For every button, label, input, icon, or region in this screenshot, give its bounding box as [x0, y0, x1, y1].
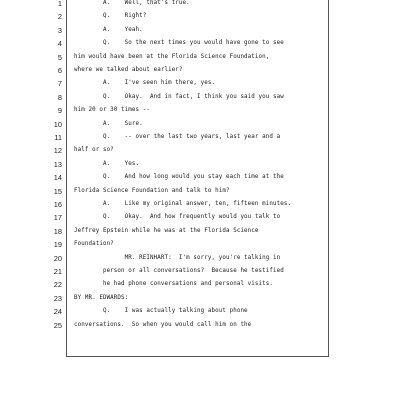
line-number: 20	[53, 253, 62, 263]
line-number: 8	[57, 92, 62, 102]
line-text: half or so?	[74, 147, 114, 154]
line-text: A. Yeah.	[74, 26, 143, 33]
transcript-line	[0, 131, 400, 144]
line-text: Q. I was actually talking about phone	[74, 308, 248, 315]
line-number: 17	[53, 213, 62, 223]
transcript-line	[0, 252, 400, 265]
transcript-line	[0, 64, 400, 77]
transcript-line	[0, 144, 400, 157]
line-text: A. I've seen him there, yes.	[74, 80, 216, 87]
line-text: Q. Right?	[74, 13, 147, 20]
transcript-line	[0, 278, 400, 291]
line-text: A. Like my original answer, ten, fifteen minutes.	[74, 201, 292, 207]
transcript-line	[0, 198, 400, 211]
line-text: person or all conversations? Because he testified	[74, 268, 284, 274]
transcript-line	[0, 77, 400, 90]
line-text: him 20 or 30 times --	[74, 107, 150, 114]
line-number: 16	[53, 200, 62, 209]
line-number: 25	[53, 320, 62, 330]
line-text: Jeffrey Epstein while he was at the Florida Science	[74, 227, 259, 234]
transcript-line	[0, 118, 400, 131]
line-number: 11	[54, 133, 62, 142]
line-text: conversations. So when you would call him on the	[74, 321, 252, 328]
transcript-line	[0, 211, 400, 224]
line-number: 10	[53, 119, 62, 129]
line-text: A. Well, that's true.	[74, 0, 190, 6]
line-text: him would have been at the Florida Science Foundation,	[74, 53, 270, 60]
line-number: 4	[57, 39, 62, 49]
line-text: Q. Okay. And in fact, I think you said you saw	[74, 93, 284, 100]
line-text: Q. -- over the last two years, last year and a	[74, 134, 281, 140]
transcript-line	[0, 305, 400, 318]
line-number: 22	[53, 280, 62, 290]
line-number: 1	[57, 0, 62, 8]
transcript-line	[0, 158, 400, 171]
line-number: 12	[53, 146, 62, 156]
transcript-line	[0, 37, 400, 50]
line-text: Florida Science Foundation and talk to him?	[74, 187, 230, 194]
line-number: 14	[53, 173, 62, 183]
transcript-line	[0, 238, 400, 251]
line-number: 7	[57, 79, 62, 89]
transcript-line	[0, 10, 400, 23]
line-text: Foundation?	[74, 241, 114, 248]
line-text: A. Sure.	[74, 120, 143, 127]
line-number: 15	[53, 186, 62, 196]
line-number: 13	[53, 159, 62, 169]
transcript-line	[0, 104, 400, 117]
line-text: Q. So the next times you would have gone to see	[74, 40, 284, 47]
line-number: 23	[53, 293, 62, 303]
line-number: 18	[53, 226, 62, 236]
transcript-line	[0, 0, 400, 10]
transcript-line	[0, 292, 400, 305]
line-number: 6	[57, 66, 62, 75]
line-text: Q. Okay. And how frequently would you talk to	[74, 214, 281, 221]
line-number: 5	[57, 52, 62, 62]
transcript-line	[0, 91, 400, 104]
line-number: 2	[57, 12, 62, 22]
transcript-line	[0, 24, 400, 37]
transcript-line	[0, 185, 400, 198]
transcript-line	[0, 319, 400, 332]
transcript-line	[0, 51, 400, 64]
line-text: BY MR. EDWARDS:	[74, 294, 129, 301]
line-text: Q. And how long would you stay each time at the	[74, 174, 284, 181]
line-number: 24	[53, 307, 62, 317]
line-text: MR. REINHART: I'm sorry, you're talking in	[74, 254, 281, 261]
transcript-line	[0, 171, 400, 184]
line-number: 3	[57, 25, 62, 35]
line-text: he had phone conversations and personal visits.	[74, 281, 274, 288]
line-number: 9	[57, 106, 62, 116]
line-text: where we talked about earlier?	[74, 67, 183, 73]
line-number: 19	[53, 240, 62, 250]
line-number: 21	[53, 267, 62, 276]
transcript-line	[0, 225, 400, 238]
transcript-line	[0, 265, 400, 278]
line-text: A. Yes.	[74, 160, 140, 167]
